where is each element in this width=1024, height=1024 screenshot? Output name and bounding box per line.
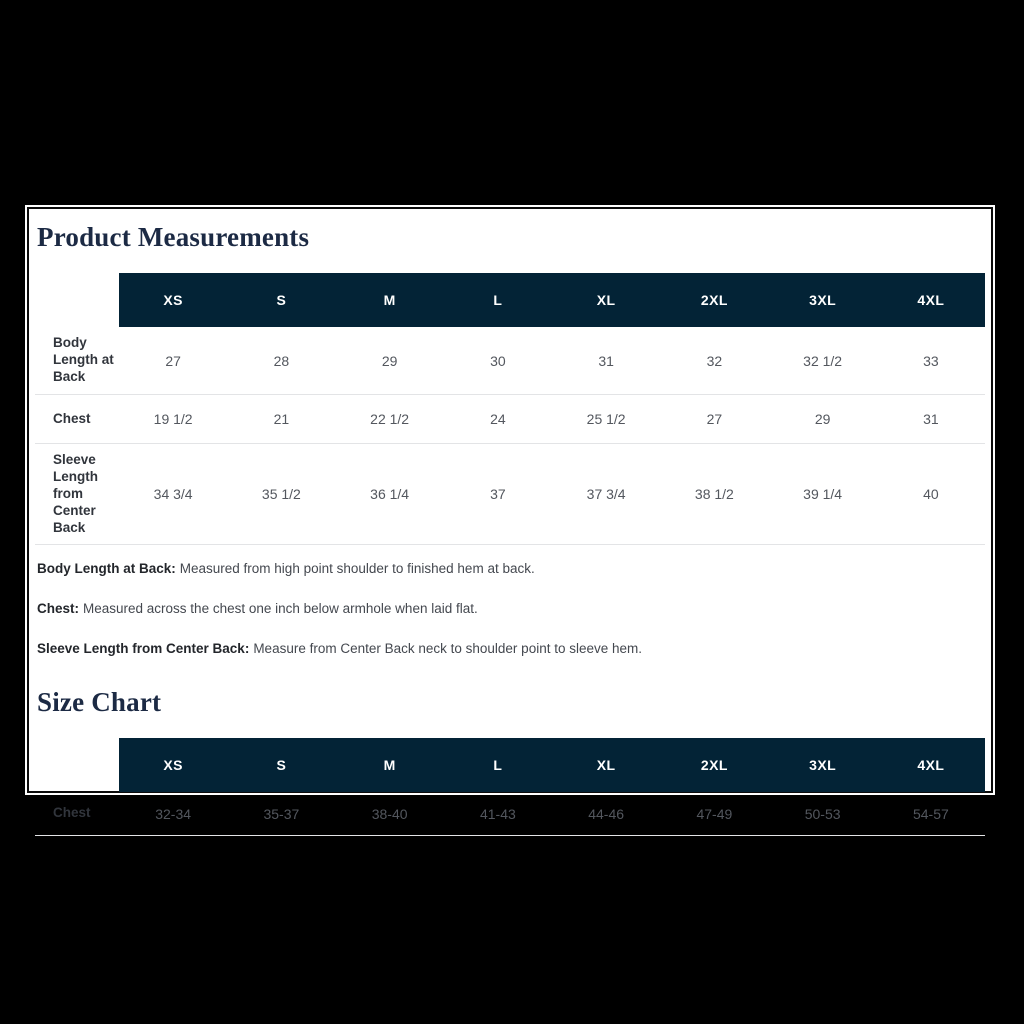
note-body-length <box>37 561 985 578</box>
size-column-header: 2XL <box>660 273 768 327</box>
measurement-cell: 35 1/2 <box>261 486 301 503</box>
measurement-cell: 29 <box>814 411 831 428</box>
header-corner-cell <box>35 738 119 792</box>
measurement-cell: 32 <box>706 352 723 369</box>
measurement-cell: 32-34 <box>155 805 192 822</box>
note-chest-term: Chest: <box>37 601 80 617</box>
size-column-header: L <box>444 273 552 327</box>
size-header-row <box>35 273 985 327</box>
product-measurements-title: Product Measurements <box>37 222 310 252</box>
size-column-header: XS <box>119 273 227 327</box>
measurement-cell: 22 1/2 <box>370 411 410 428</box>
note-sleeve-length <box>37 641 985 658</box>
note-sleeve-length-definition: Measure from Center Back neck to shoulder point to sleeve hem. <box>253 641 643 657</box>
size-column-header: 4XL <box>877 273 985 327</box>
measurement-cell: 35-37 <box>263 805 300 822</box>
measurement-cell: 38 1/2 <box>694 486 734 503</box>
size-column-header: S <box>227 738 335 792</box>
measurement-cell: 30 <box>490 352 506 369</box>
measurement-cell: 36 1/4 <box>370 486 410 503</box>
measurement-cell: 38-40 <box>371 805 408 822</box>
table-row <box>35 395 985 444</box>
table-row <box>35 792 985 835</box>
measurement-cell: 50-53 <box>804 805 841 822</box>
size-column-header: S <box>227 273 335 327</box>
row-label: Body Length at Back <box>53 335 114 385</box>
measurement-cell: 37 3/4 <box>586 486 626 503</box>
size-column-header: 3XL <box>769 273 877 327</box>
measurement-cell: 31 <box>923 411 939 428</box>
measurement-cell: 28 <box>273 352 290 369</box>
measurement-cell: 34 3/4 <box>153 486 193 503</box>
measurements-panel <box>27 207 993 822</box>
header-corner-cell <box>35 273 119 327</box>
measurement-cell: 27 <box>165 352 181 369</box>
size-chart-table <box>35 738 985 836</box>
measurement-cell: 40 <box>923 486 939 503</box>
size-column-header: M <box>336 273 444 327</box>
measurement-notes <box>37 561 985 658</box>
measurement-cell: 24 <box>490 411 506 428</box>
size-column-header: XL <box>552 273 660 327</box>
measurement-cell: 21 <box>273 411 290 428</box>
measurement-cell: 19 1/2 <box>153 411 193 428</box>
note-chest-definition: Measured across the chest one inch below armhole when laid flat. <box>83 601 478 617</box>
measurement-cell: 39 1/4 <box>803 486 843 503</box>
row-label: Sleeve Length from Center Back <box>53 452 98 535</box>
row-label: Chest <box>53 410 91 426</box>
measurement-cell: 37 <box>490 486 506 503</box>
note-body-length-term: Body Length at Back: <box>37 561 176 577</box>
measurement-cell: 41-43 <box>479 805 516 822</box>
note-body-length-definition: Measured from high point shoulder to finished hem at back. <box>179 561 535 577</box>
table-row <box>35 444 985 545</box>
measurement-cell: 25 1/2 <box>586 411 626 428</box>
size-column-header: L <box>444 738 552 792</box>
row-label: Chest <box>53 805 91 821</box>
size-column-header: 4XL <box>877 738 985 792</box>
product-measurements-table <box>35 273 985 545</box>
measurement-cell: 47-49 <box>696 805 733 822</box>
size-column-header: XL <box>552 738 660 792</box>
measurement-cell: 29 <box>381 352 398 369</box>
measurement-cell: 33 <box>923 352 939 369</box>
measurement-cell: 44-46 <box>588 805 625 822</box>
measurement-cell: 32 1/2 <box>803 352 843 369</box>
size-chart-title: Size Chart <box>37 687 162 718</box>
table-row <box>35 327 985 394</box>
size-column-header: XS <box>119 738 227 792</box>
size-column-header: M <box>336 738 444 792</box>
measurement-cell: 31 <box>598 352 614 369</box>
note-chest <box>37 601 985 618</box>
measurement-cell: 27 <box>706 411 723 428</box>
size-column-header: 2XL <box>660 738 768 792</box>
size-column-header: 3XL <box>769 738 877 792</box>
measurement-cell: 54-57 <box>912 805 949 822</box>
note-sleeve-length-term: Sleeve Length from Center Back: <box>37 641 250 657</box>
size-header-row <box>35 738 985 792</box>
